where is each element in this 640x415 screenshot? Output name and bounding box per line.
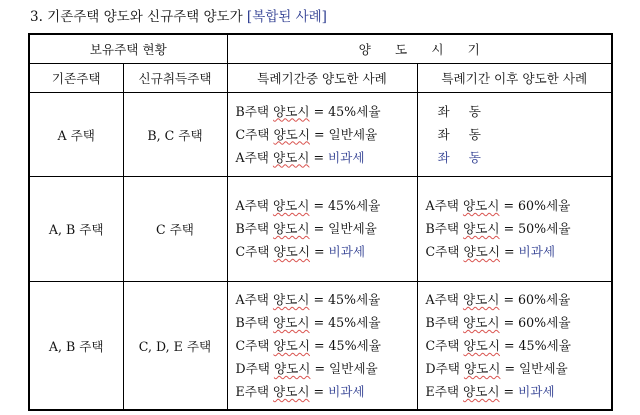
tax-rate-value: 45%세율: [328, 314, 381, 330]
equals-sign: =: [500, 360, 519, 376]
house-label: A주택: [235, 291, 273, 307]
house-label: C주택: [235, 126, 274, 142]
tax-rate-value: 비과세: [328, 244, 366, 259]
transfer-word: 양도시: [272, 198, 310, 213]
tax-rate-value: 비과세: [328, 149, 365, 165]
equals-sign: =: [309, 149, 328, 165]
tax-rate-value: 일반세율: [328, 126, 378, 142]
house-label: A주택: [235, 149, 273, 165]
after-cell: [417, 92, 612, 176]
tax-rate-value: 60%세율: [518, 198, 571, 213]
header-holdings: 보유주택 현황: [29, 34, 227, 63]
during-cell: [227, 281, 417, 410]
new-house-cell: B, C 주택: [123, 92, 227, 176]
equals-sign: =: [310, 360, 329, 376]
tax-line: [426, 334, 612, 357]
house-label: B주택: [425, 314, 464, 330]
house-label: A주택: [425, 198, 463, 213]
transfer-word: 양도시: [273, 103, 310, 119]
equals-sign: =: [499, 314, 519, 330]
house-label: C주택: [235, 337, 274, 353]
after-cell: [417, 176, 612, 281]
transfer-word: 양도시: [272, 149, 310, 165]
same-as-left-text: 좌 동: [437, 126, 489, 142]
transfer-word: 양도시: [463, 337, 500, 353]
house-label: C주택: [235, 244, 274, 259]
transfer-table: [28, 33, 613, 411]
house-label: C주택: [425, 337, 464, 353]
house-label: B주택: [235, 314, 274, 330]
tax-line: [236, 217, 417, 240]
transfer-word: 양도시: [463, 383, 500, 399]
transfer-word: 양도시: [463, 221, 500, 236]
house-label: D주택: [235, 360, 274, 376]
house-label: C주택: [425, 244, 464, 259]
transfer-word: 양도시: [273, 383, 310, 399]
tax-line: [236, 311, 417, 334]
transfer-word: 양도시: [273, 244, 310, 259]
tax-rate-value: 비과세: [518, 383, 555, 399]
transfer-word: 양도시: [273, 221, 310, 236]
tax-line: [236, 380, 417, 403]
tax-rate-value: 일반세율: [519, 360, 568, 376]
equals-sign: =: [309, 126, 329, 142]
existing-house-cell: A 주택: [29, 92, 123, 176]
tax-rate-value: 비과세: [518, 244, 556, 259]
transfer-word: 양도시: [273, 360, 311, 376]
tax-rate-value: 일반세율: [328, 221, 377, 236]
tax-line: [236, 357, 417, 380]
tax-line: [426, 240, 612, 263]
transfer-word: 양도시: [463, 314, 500, 330]
house-label: B주택: [235, 221, 274, 236]
transfer-word: 양도시: [273, 314, 310, 330]
tax-line: [236, 334, 417, 357]
transfer-word: 양도시: [273, 126, 310, 142]
section-heading: [30, 5, 327, 25]
tax-line: [426, 357, 612, 380]
tax-rate-value: 45%세율: [328, 103, 381, 119]
header-existing: 기존주택: [29, 63, 123, 92]
tax-line: [426, 123, 612, 146]
tax-rate-value: 45%세율: [328, 198, 381, 213]
tax-line: [236, 100, 417, 123]
house-label: E주택: [235, 383, 274, 399]
tax-line: [426, 194, 612, 217]
tax-rate-value: 비과세: [328, 383, 365, 399]
equals-sign: =: [499, 198, 518, 213]
equals-sign: =: [309, 383, 329, 399]
transfer-word: 양도시: [463, 360, 501, 376]
house-label: E주택: [425, 383, 464, 399]
equals-sign: =: [499, 244, 519, 259]
tax-rate-value: 60%세율: [518, 314, 571, 330]
tax-rate-value: 50%세율: [518, 221, 571, 236]
existing-house-cell: A, B 주택: [29, 281, 123, 410]
table-row: [29, 176, 612, 281]
table-row: [29, 92, 612, 176]
transfer-word: 양도시: [462, 198, 500, 213]
tax-line: [426, 288, 612, 311]
equals-sign: =: [309, 198, 328, 213]
transfer-word: 양도시: [272, 291, 310, 307]
tax-line: [426, 100, 612, 123]
heading-bracket: [복합된 사례]: [246, 9, 327, 25]
equals-sign: =: [499, 383, 519, 399]
house-label: D주택: [425, 360, 464, 376]
equals-sign: =: [309, 291, 328, 307]
equals-sign: =: [309, 337, 329, 353]
equals-sign: =: [309, 314, 329, 330]
house-label: B주택: [235, 103, 274, 119]
tax-rate-value: 45%세율: [328, 337, 381, 353]
equals-sign: =: [309, 103, 329, 119]
header-after: 특례기간 이후 양도한 사례: [417, 63, 612, 92]
same-as-left-text: 좌 동: [437, 103, 489, 119]
equals-sign: =: [499, 337, 519, 353]
transfer-word: 양도시: [273, 337, 310, 353]
tax-line: [426, 380, 612, 403]
equals-sign: =: [499, 291, 518, 307]
equals-sign: =: [499, 221, 519, 236]
existing-house-cell: A, B 주택: [29, 176, 123, 281]
new-house-cell: C, D, E 주택: [123, 281, 227, 410]
same-as-left-text: 좌 동: [437, 149, 489, 165]
equals-sign: =: [309, 244, 329, 259]
header-new: 신규취득주택: [123, 63, 227, 92]
after-cell: [417, 281, 612, 410]
house-label: A주택: [235, 198, 273, 213]
tax-rate-value: 45%세율: [328, 291, 381, 307]
tax-line: [236, 288, 417, 311]
during-cell: [227, 176, 417, 281]
house-label: A주택: [425, 291, 463, 307]
tax-rate-value: 일반세율: [329, 360, 378, 376]
house-label: B주택: [425, 221, 464, 236]
equals-sign: =: [309, 221, 329, 236]
tax-line: [426, 217, 612, 240]
tax-line: [426, 311, 612, 334]
table-row: [29, 281, 612, 410]
transfer-word: 양도시: [463, 244, 500, 259]
header-during: 특례기간중 양도한 사례: [227, 63, 417, 92]
tax-line: [236, 240, 417, 263]
transfer-word: 양도시: [462, 291, 500, 307]
during-cell: [227, 92, 417, 176]
tax-line: [236, 123, 417, 146]
tax-rate-value: 60%세율: [518, 291, 571, 307]
tax-line: [236, 146, 417, 169]
new-house-cell: C 주택: [123, 176, 227, 281]
tax-line: [426, 146, 612, 169]
header-transfer-timing: 양 도 시 기: [227, 34, 612, 63]
heading-text: 3. 기존주택 양도와 신규주택 양도가: [30, 9, 247, 25]
tax-line: [236, 194, 417, 217]
tax-rate-value: 45%세율: [518, 337, 571, 353]
